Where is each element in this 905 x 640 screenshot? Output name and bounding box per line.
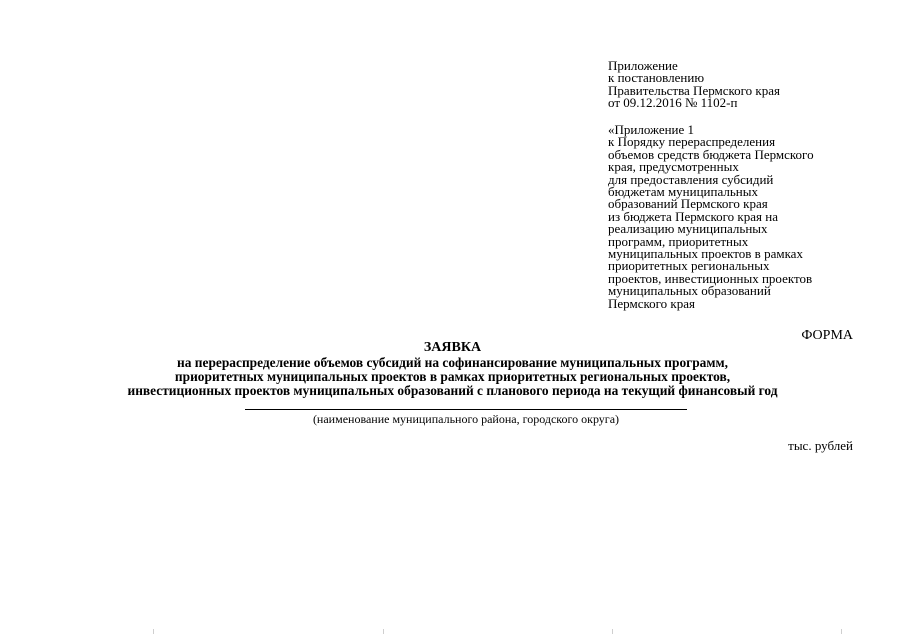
edge-mark xyxy=(841,629,842,634)
edge-mark xyxy=(612,629,613,634)
appendix-1-line: образований Пермского края xyxy=(608,196,768,212)
fill-in-caption: (наименование муниципального района, городского округа) xyxy=(312,412,620,426)
appendix-1-line: проектов, инвестиционных проектов xyxy=(608,270,813,286)
edge-mark xyxy=(383,629,384,634)
appendix-1-line: бюджетам муниципальных xyxy=(608,184,758,200)
edge-mark xyxy=(153,629,154,634)
document-subtitle xyxy=(60,356,845,398)
subtitle-line: приоритетных муниципальных проектов в рамках приоритетных региональных проектов, xyxy=(174,369,731,384)
appendix-header-line: Приложение xyxy=(608,58,678,73)
document-title: ЗАЯВКА xyxy=(423,340,482,355)
appendix-header-line: от 09.12.2016 № 1102-п xyxy=(608,95,738,111)
appendix-1-line: «Приложение 1 xyxy=(608,122,695,137)
appendix-1-line: к Порядку перераспределения xyxy=(608,134,776,150)
subtitle-line: инвестиционных проектов муниципальных образований с планового периода на текущий финансовый год xyxy=(127,383,778,398)
units-label: тыс. рублей xyxy=(788,438,853,453)
appendix-1-line: программ, приоритетных xyxy=(608,233,749,249)
appendix-1-line: реализацию муниципальных xyxy=(608,221,768,237)
appendix-header-line: к постановлению xyxy=(608,70,705,86)
appendix-1-line: муниципальных образований xyxy=(608,283,771,299)
appendix-1-line: края, предусмотренных xyxy=(608,159,739,175)
appendix-1-line: объемов средств бюджета Пермского xyxy=(608,146,814,162)
appendix-1-line: Пермского края xyxy=(608,295,695,311)
appendix-1-line: приоритетных региональных xyxy=(608,258,770,274)
appendix-header xyxy=(608,60,878,110)
subtitle-line: на перераспределение объемов субсидий на софинансирование муниципальных программ, xyxy=(177,355,728,370)
form-label: ФОРМА xyxy=(801,328,853,343)
appendix-1-line: для предоставления субсидий xyxy=(608,171,774,187)
page-bottom-marks xyxy=(0,629,905,635)
appendix-header-line: Правительства Пермского края xyxy=(608,82,780,98)
appendix-1-line: муниципальных проектов в рамках xyxy=(608,246,803,262)
appendix-1-block xyxy=(608,124,878,310)
appendix-1-line: из бюджета Пермского края на xyxy=(608,208,778,224)
fill-in-underline xyxy=(245,409,687,410)
